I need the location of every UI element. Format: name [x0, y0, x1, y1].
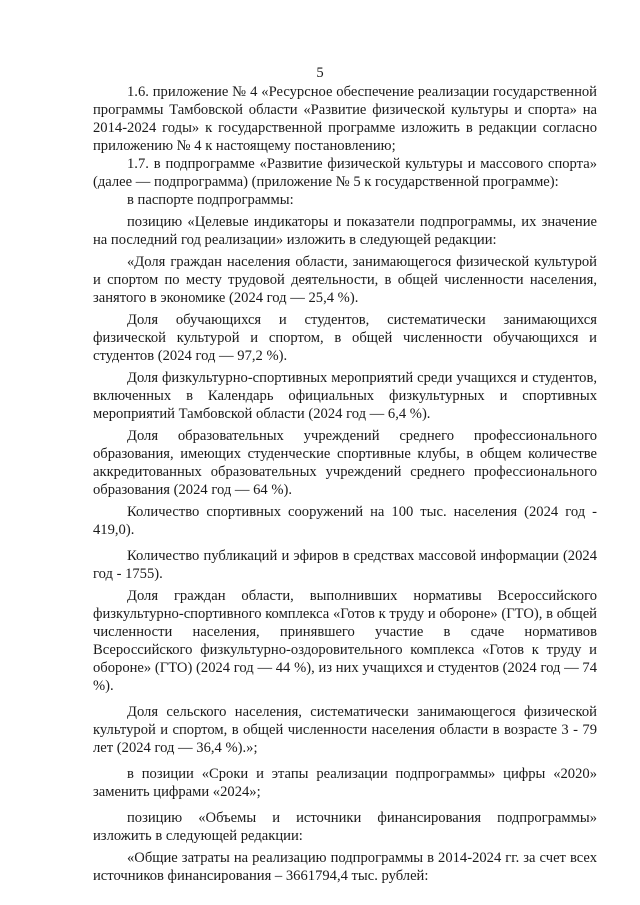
- indicator-media-publications: Количество публикаций и эфиров в средствах массовой информации (2024 год - 1755).: [93, 548, 597, 582]
- indicator-sport-events: Доля физкультурно-спортивных мероприятий среди учащихся и студентов, включенных в Календарь официальных физкультурных и спортивных мероприятий Тамбовской области (2024 год — 6,4 %).: [93, 370, 597, 422]
- paragraph-terms-stages: в позиции «Сроки и этапы реализации подпрограммы» цифры «2020» заменить цифрами «2024»;: [93, 766, 597, 800]
- indicator-workplace-sport: «Доля граждан населения области, занимающегося физической культурой и спортом по месту трудовой деятельности, в общей численности населения, занятого в экономике (2024 год — 25,4 %).: [93, 254, 597, 306]
- document-body: [93, 83, 597, 885]
- indicator-sport-facilities: Количество спортивных сооружений на 100 тыс. населения (2024 год - 419,0).: [93, 504, 597, 538]
- paragraph-1-7: 1.7. в подпрограмме «Развитие физической культуры и массового спорта» (далее — подпрограмма) (приложение № 5 к государственной программе):: [93, 156, 597, 190]
- indicator-students-sport: Доля обучающихся и студентов, систематически занимающихся физической культурой и спортом, в общей численности обучающихся и студентов (2024 год — 97,2 %).: [93, 312, 597, 364]
- paragraph-passport: в паспорте подпрограммы:: [127, 192, 294, 208]
- paragraph-target-indicators: позицию «Целевые индикаторы и показатели подпрограммы, их значение на последний год реализации» изложить в следующей редакции:: [93, 214, 597, 248]
- paragraph-total-costs: «Общие затраты на реализацию подпрограммы в 2014-2024 гг. за счет всех источников финансирования – 3661794,4 тыс. рублей:: [93, 850, 597, 884]
- page-number: 5: [316, 65, 324, 81]
- indicator-student-clubs: Доля образовательных учреждений среднего профессионального образования, имеющих студенческие спортивные клубы, в общем количестве аккредитованных образовательных учреждений среднего профессионального образования (2024 год — 64 %).: [93, 428, 597, 498]
- indicator-gto-norms: Доля граждан области, выполнивших нормативы Всероссийского физкультурно-спортивного комплекса «Готов к труду и обороне» (ГТО), в общей численности населения, принявшего участие в сдаче нормативов Всероссийского физкультурно-оздоровительного комплекса «Готов к труду и обороне» (ГТО) (2024 год — 44 %), из них учащихся и студентов (2024 год — 74 %).: [93, 588, 597, 694]
- paragraph-financing-volumes: позицию «Объемы и источники финансирования подпрограммы» изложить в следующей редакции:: [93, 810, 597, 844]
- indicator-rural-population: Доля сельского населения, систематически занимающегося физической культурой и спортом, в общей численности населения области в возрасте 3 - 79 лет (2024 год — 36,4 %).»;: [93, 704, 597, 756]
- paragraph-1-6: 1.6. приложение № 4 «Ресурсное обеспечение реализации государственной программы Тамбовской области «Развитие физической культуры и спорта» на 2014-2024 годы» к государственной программе изложить в редакции согласно приложению № 4 к настоящему постановлению;: [93, 84, 597, 154]
